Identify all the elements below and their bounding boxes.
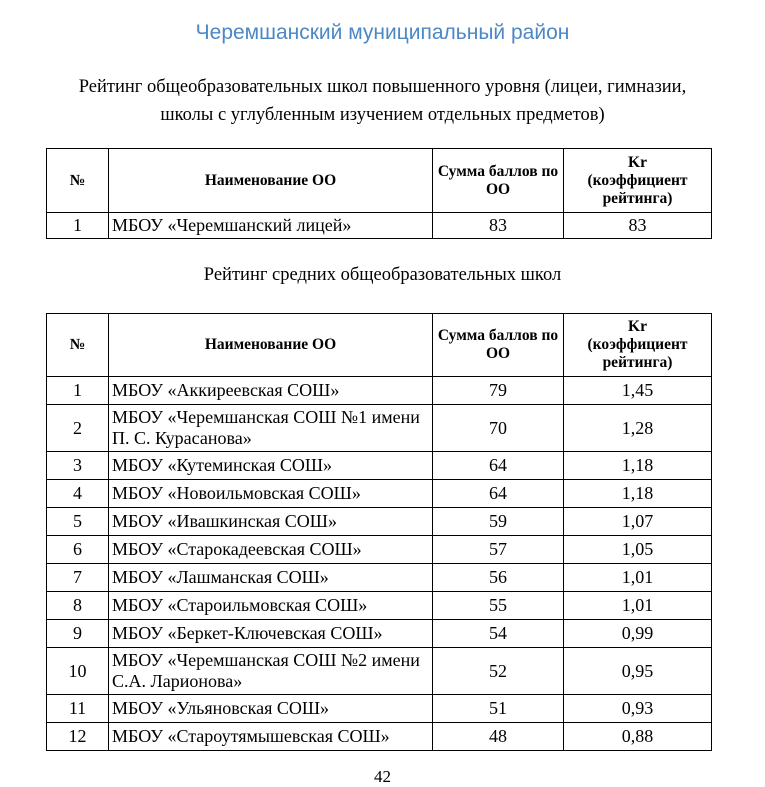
cell-name: МБОУ «Ульяновская СОШ» [109, 695, 433, 723]
table-row [47, 592, 712, 620]
cell-num: 9 [47, 620, 109, 648]
cell-num: 7 [47, 564, 109, 592]
cell-sum: 56 [433, 564, 564, 592]
cell-kr: 1,18 [564, 452, 712, 480]
cell-kr: 1,28 [564, 405, 712, 452]
cell-num: 5 [47, 508, 109, 536]
cell-num: 1 [47, 213, 109, 239]
cell-num: 6 [47, 536, 109, 564]
table-row [47, 480, 712, 508]
cell-sum: 64 [433, 480, 564, 508]
cell-name: МБОУ «Староутямышевская СОШ» [109, 723, 433, 751]
table-header-row [47, 149, 712, 213]
column-header-name: Наименование ОО [109, 149, 433, 213]
cell-name: МБОУ «Черемшанский лицей» [109, 213, 433, 239]
table-row [47, 452, 712, 480]
rating-table-secondary-schools [46, 313, 712, 751]
cell-num: 8 [47, 592, 109, 620]
cell-kr: 83 [564, 213, 712, 239]
table-row [47, 564, 712, 592]
section1-heading-line1: Рейтинг общеобразовательных школ повышенного уровня (лицеи, гимназии, [78, 77, 687, 97]
page-number: 42 [374, 767, 391, 786]
table-row [47, 723, 712, 751]
cell-kr: 0,88 [564, 723, 712, 751]
table-row [47, 536, 712, 564]
table-row [47, 648, 712, 695]
cell-sum: 48 [433, 723, 564, 751]
cell-kr: 1,18 [564, 480, 712, 508]
cell-sum: 54 [433, 620, 564, 648]
cell-sum: 64 [433, 452, 564, 480]
cell-kr: 0,99 [564, 620, 712, 648]
rating-table-lyceums [46, 148, 712, 239]
cell-name: МБОУ «Староильмовская СОШ» [109, 592, 433, 620]
column-header-num: № [47, 149, 109, 213]
cell-name: МБОУ «Новоильмовская СОШ» [109, 480, 433, 508]
cell-sum: 51 [433, 695, 564, 723]
column-header-name: Наименование ОО [109, 314, 433, 377]
column-header-kr: Kr (коэффициент рейтинга) [564, 314, 712, 377]
table-row [47, 213, 712, 239]
cell-kr: 1,07 [564, 508, 712, 536]
table-row [47, 508, 712, 536]
cell-sum: 79 [433, 377, 564, 405]
column-header-kr: Kr (коэффициент рейтинга) [564, 149, 712, 213]
cell-kr: 1,01 [564, 592, 712, 620]
table-row [47, 377, 712, 405]
cell-kr: 0,95 [564, 648, 712, 695]
table-header-row [47, 314, 712, 377]
cell-num: 4 [47, 480, 109, 508]
cell-kr: 1,05 [564, 536, 712, 564]
cell-num: 1 [47, 377, 109, 405]
table-row [47, 620, 712, 648]
cell-sum: 83 [433, 213, 564, 239]
cell-sum: 70 [433, 405, 564, 452]
cell-kr: 1,01 [564, 564, 712, 592]
cell-num: 10 [47, 648, 109, 695]
cell-sum: 55 [433, 592, 564, 620]
page-title: Черемшанский муниципальный район [195, 21, 570, 44]
cell-kr: 0,93 [564, 695, 712, 723]
section2-heading: Рейтинг средних общеобразовательных школ [203, 265, 562, 285]
cell-num: 3 [47, 452, 109, 480]
cell-name: МБОУ «Беркет-Ключевская СОШ» [109, 620, 433, 648]
cell-name: МБОУ «Аккиреевская СОШ» [109, 377, 433, 405]
table-row [47, 405, 712, 452]
cell-name: МБОУ «Старокадеевская СОШ» [109, 536, 433, 564]
cell-name: МБОУ «Черемшанская СОШ №2 имени С.А. Ларионова» [109, 648, 433, 695]
cell-sum: 52 [433, 648, 564, 695]
cell-name: МБОУ «Черемшанская СОШ №1 имени П. С. Курасанова» [109, 405, 433, 452]
section1-heading [0, 73, 765, 129]
cell-name: МБОУ «Ивашкинская СОШ» [109, 508, 433, 536]
cell-name: МБОУ «Лашманская СОШ» [109, 564, 433, 592]
cell-num: 11 [47, 695, 109, 723]
cell-num: 2 [47, 405, 109, 452]
cell-kr: 1,45 [564, 377, 712, 405]
section1-heading-line2: школы с углубленным изучением отдельных предметов) [160, 105, 605, 125]
cell-sum: 59 [433, 508, 564, 536]
cell-sum: 57 [433, 536, 564, 564]
column-header-sum: Сумма баллов по ОО [433, 149, 564, 213]
cell-num: 12 [47, 723, 109, 751]
table-row [47, 695, 712, 723]
document-page [0, 21, 765, 786]
column-header-num: № [47, 314, 109, 377]
cell-name: МБОУ «Кутеминская СОШ» [109, 452, 433, 480]
column-header-sum: Сумма баллов по ОО [433, 314, 564, 377]
